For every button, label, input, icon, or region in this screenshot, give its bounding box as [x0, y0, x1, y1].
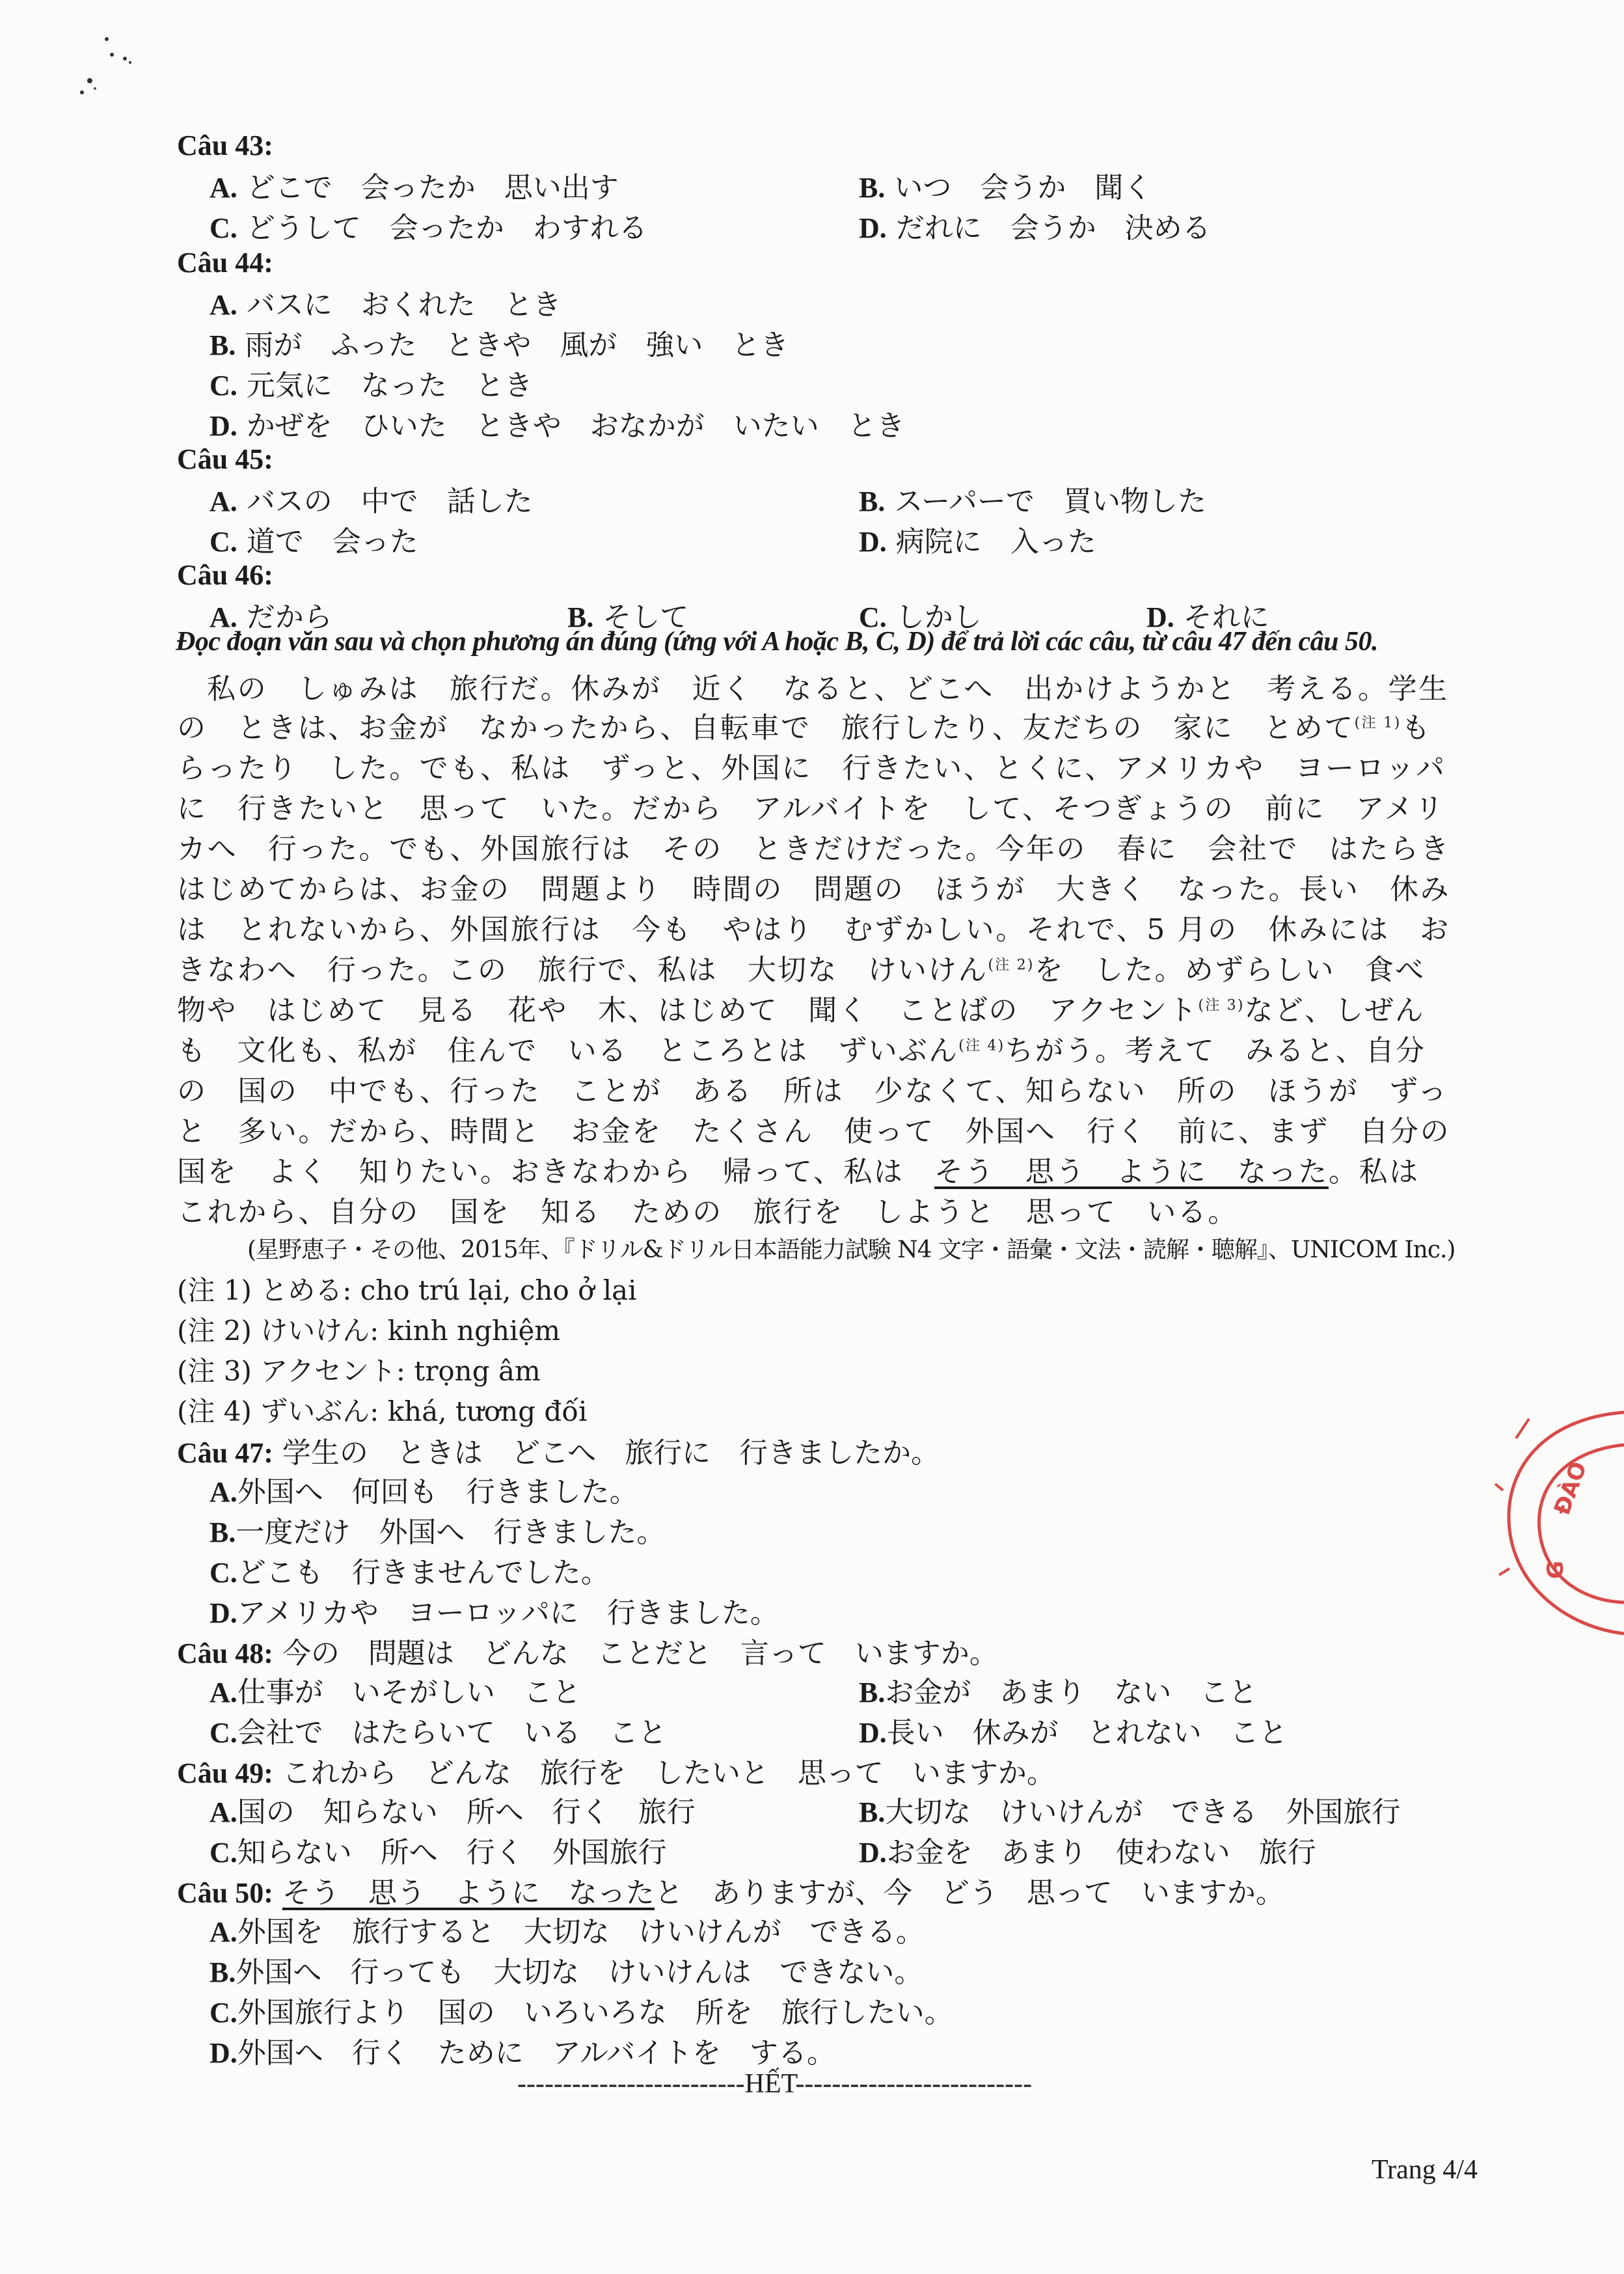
underlined-phrase: そう 思う ように なった [282, 1876, 655, 1910]
question-49-option-c[interactable]: C.知らない 所へ 行く 外国旅行 [210, 1836, 667, 1869]
svg-text:ĐÀO: ĐÀO [1549, 1458, 1593, 1519]
footnote: (注 4) ずいぶん: khá, tương đối [177, 1395, 588, 1427]
passage-line: の 国の 中でも、行った ことが ある 所は 少なくて、知らない 所の ほうが ずっ [177, 1075, 1448, 1108]
end-marker: -------------------------HẾT-------------------------- [517, 2069, 1033, 2099]
question-50-option-b[interactable]: B.外国へ 行っても 大切な けいけんは できない。 [210, 1956, 923, 1989]
passage-line: と 多い。だから、時間と お金を たくさん 使って 外国へ 行く 前に、まず 自分の [177, 1115, 1451, 1148]
question-44-option-a[interactable]: A. バスに おくれた とき [210, 288, 562, 322]
question-48-option-b[interactable]: B.お金が あまり ない こと [859, 1676, 1258, 1709]
question-45-label: Câu 45: [177, 443, 273, 475]
question-50-option-a[interactable]: A.外国を 旅行すると 大切な けいけんが できる。 [210, 1915, 925, 1949]
scan-specks [52, 26, 143, 104]
question-43-option-a[interactable]: A. どこで 会ったか 思い出す [210, 171, 619, 204]
question-47-option-b[interactable]: B.一度だけ 外国へ 行きました。 [210, 1516, 666, 1549]
passage-line: の ときは、お金が なかったから、自転車で 旅行したり、友だちの 家に とめて$^{(注 1)}$も [177, 711, 1432, 745]
footnote: (注 2) けいけん: kinh nghiệm [177, 1315, 561, 1347]
question-49-option-b[interactable]: B.大切な けいけんが できる 外国旅行 [859, 1796, 1401, 1829]
question-47-stem: Câu 47: 学生の ときは どこへ 旅行に 行きましたか。 [177, 1436, 940, 1470]
question-46-label: Câu 46: [177, 559, 273, 591]
question-44-option-d[interactable]: D. かぜを ひいた ときや おなかが いたい とき [210, 409, 905, 443]
question-46-option-b[interactable]: B. そして [567, 601, 689, 634]
footnote: (注 1) とめる: cho trú lại, cho ở lại [177, 1274, 637, 1306]
passage-line: に 行きたいと 思って いた。だから アルバイトを して、そつぎょうの 前に アメリ [177, 792, 1445, 825]
passage-line: らったり した。でも、私は ずっと、外国に 行きたい、とくに、アメリカや ヨーロッパ [177, 752, 1446, 785]
question-49-option-a[interactable]: A.国の 知らない 所へ 行く 旅行 [210, 1796, 696, 1829]
question-45-option-b[interactable]: B. スーパーで 買い物した [859, 485, 1206, 518]
svg-text:G: G [1543, 1561, 1569, 1579]
question-46-option-d[interactable]: D. それに [1146, 601, 1269, 634]
question-49-stem: Câu 49: これから どんな 旅行を したいと 思って いますか。 [177, 1757, 1055, 1790]
passage-line: カへ 行った。でも、外国旅行は その ときだけだった。今年の 春に 会社で はたらき [177, 832, 1451, 866]
question-48-option-c[interactable]: C.会社で はたらいて いる こと [210, 1716, 667, 1749]
passage-line: きなわへ 行った。この 旅行で、私は 大切な けいけん$^{(注 2)}$を した。めずらしい 食べ [177, 953, 1426, 987]
question-43-label: Câu 43: [177, 130, 273, 161]
question-45-option-d[interactable]: D. 病院に 入った [859, 525, 1096, 558]
passage-line: も 文化も、私が 住んで いる ところとは ずいぶん$^{(注 4)}$ちがう。考えて みると、自分 [177, 1034, 1426, 1067]
footnote: (注 3) アクセント: trọng âm [177, 1355, 541, 1387]
question-47-option-d[interactable]: D.アメリカや ヨーロッパに 行きました。 [210, 1596, 779, 1630]
underlined-phrase: そう 思う ように なった [934, 1155, 1329, 1188]
reading-instruction: Đọc đoạn văn sau và chọn phương án đúng (ứng với A hoặc B, C, D) để trả lời các câu, từ câu 47 đến câu 50. [176, 627, 1379, 657]
question-43-option-b[interactable]: B. いつ 会うか 聞く [859, 171, 1152, 204]
passage-line: 私の しゅみは 旅行だ。休みが 近く なると、どこへ 出かけようかと 考える。学生 [207, 672, 1449, 705]
question-48-option-d[interactable]: D.長い 休みが とれない こと [859, 1716, 1288, 1749]
question-44-option-b[interactable]: B. 雨が ふった ときや 風が 強い とき [210, 329, 789, 362]
question-50-option-c[interactable]: C.外国旅行より 国の いろいろな 所を 旅行したい。 [210, 1996, 953, 2029]
question-45-option-a[interactable]: A. バスの 中で 話した [210, 485, 533, 518]
question-44-option-c[interactable]: C. 元気に なった とき [210, 369, 533, 402]
question-48-stem: Câu 48: 今の 問題は どんな ことだと 言って いますか。 [177, 1637, 998, 1670]
question-50-option-d[interactable]: D.外国へ 行く ために アルバイトを する。 [210, 2036, 835, 2070]
passage-line: 物や はじめて 見る 花や 木、はじめて 聞く ことばの アクセント$^{(注 3)}$など、しぜん [177, 994, 1425, 1027]
page-number: Trang 4/4 [1372, 2155, 1478, 2185]
question-45-option-c[interactable]: C. 道で 会った [210, 525, 418, 558]
question-49-option-d[interactable]: D.お金を あまり 使わない 旅行 [859, 1836, 1316, 1869]
question-50-stem: Câu 50: そう 思う ように なったと ありますが、今 どう 思って いますか。 [177, 1876, 1284, 1910]
question-47-option-c[interactable]: C.どこも 行きませんでした。 [210, 1556, 610, 1589]
passage-line: は とれないから、外国旅行は 今も やはり むずかしい。それで、5 月の 休みには お [177, 913, 1450, 946]
official-stamp [1490, 1399, 1624, 1647]
passage-line: はじめてからは、お金の 問題より 時間の 問題の ほうが 大きく なった。長い 休み [177, 873, 1451, 906]
question-46-option-a[interactable]: A. だから [210, 601, 332, 634]
question-43-option-c[interactable]: C. どうして 会ったか わすれる [210, 212, 647, 245]
passage-line: これから、自分の 国を 知る ための 旅行を しようと 思って いる。 [177, 1196, 1238, 1229]
passage-line: 国を よく 知りたい。おきなわから 帰って、私は そう 思う ように なった。私は [177, 1155, 1420, 1188]
question-47-option-a[interactable]: A.外国へ 何回も 行きました。 [210, 1475, 638, 1509]
question-46-option-c[interactable]: C. しかし [859, 601, 982, 634]
question-44-label: Câu 44: [177, 247, 273, 279]
passage-source: (星野恵子・その他、2015年、『ドリル&ドリル日本語能力試験 N4 文字・語彙・文法・読解・聴解』、UNICOM Inc.) [247, 1237, 1455, 1263]
question-48-option-a[interactable]: A.仕事が いそがしい こと [210, 1676, 581, 1709]
question-43-option-d[interactable]: D. だれに 会うか 決める [859, 212, 1211, 245]
